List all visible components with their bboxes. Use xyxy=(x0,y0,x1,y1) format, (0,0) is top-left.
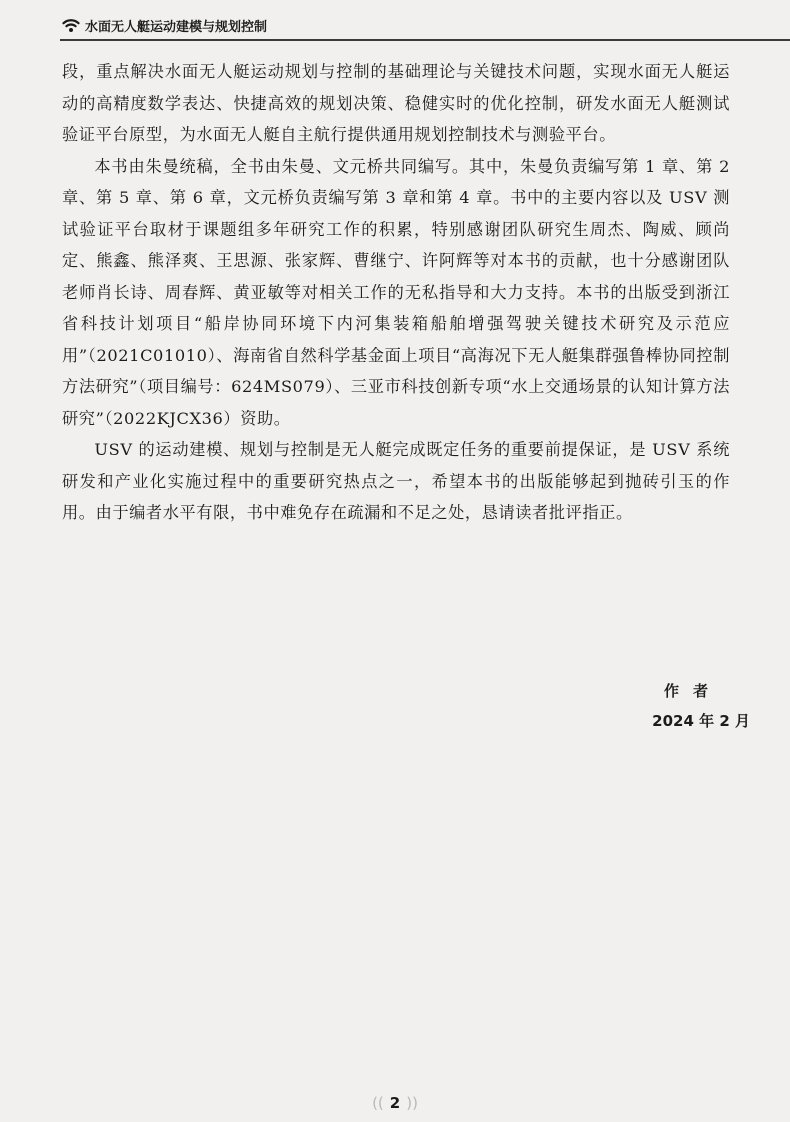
page-folio xyxy=(0,1094,790,1112)
paragraph-continued: 段，重点解决水面无人艇运动规划与控制的基础理论与关键技术问题，实现水面无人艇运动的高精度数学表达、快捷高效的规划决策、稳健实时的优化控制，研发水面无人艇测试验证平台原型，为水面无人艇自主航行提供通用规划控制技术与测验平台。 xyxy=(62,62,730,144)
signature-author: 作者 xyxy=(663,682,722,700)
signature-block xyxy=(652,676,750,736)
paragraph-closing: USV 的运动建模、规划与控制是无人艇完成既定任务的重要前提保证，是 USV 系统研发和产业化实施过程中的重要研究热点之一，希望本书的出版能够起到抛砖引玉的作用。由于编者水平有限，书中难免存在疏漏和不足之处，恳请读者批评指正。 xyxy=(62,440,730,522)
running-header xyxy=(62,14,267,36)
header-rule xyxy=(60,39,790,41)
folio-left-ornament: (( xyxy=(372,1094,384,1112)
paragraph-authorship: 本书由朱曼统稿，全书由朱曼、文元桥共同编写。其中，朱曼负责编写第 1 章、第 2 章、第 5 章、第 6 章，文元桥负责编写第 3 章和第 4 章。书中的主要内容以及 USV 测试验证平台取材于课题组多年研究工作的积累，特别感谢团队研究生周杰、陶威、顾尚定、熊鑫、熊泽爽、王思源、张家辉、曹继宁、许阿辉等对本书的贡献，也十分感谢团队老师肖长诗、周春辉、黄亚敏等对相关工作的无私指导和大力支持。本书的出版受到浙江省科技计划项目“船岸协同环境下内河集装箱船舶增强驾驶关键技术研究及示范应用”（2021C01010）、海南省自然科学基金面上项目“高海况下无人艇集群强鲁棒协同控制方法研究”（项目编号：624MS079）、三亚市科技创新专项“水上交通场景的认知计算方法研究”（2022KJCX36）资助。 xyxy=(62,156,730,428)
signature-date: 2024 年 2 月 xyxy=(652,712,750,730)
wifi-signal-icon xyxy=(62,17,80,33)
folio-right-ornament: )) xyxy=(406,1094,418,1112)
page-number: 2 xyxy=(389,1094,401,1112)
body-text xyxy=(62,56,730,529)
running-header-title: 水面无人艇运动建模与规划控制 xyxy=(85,19,268,35)
